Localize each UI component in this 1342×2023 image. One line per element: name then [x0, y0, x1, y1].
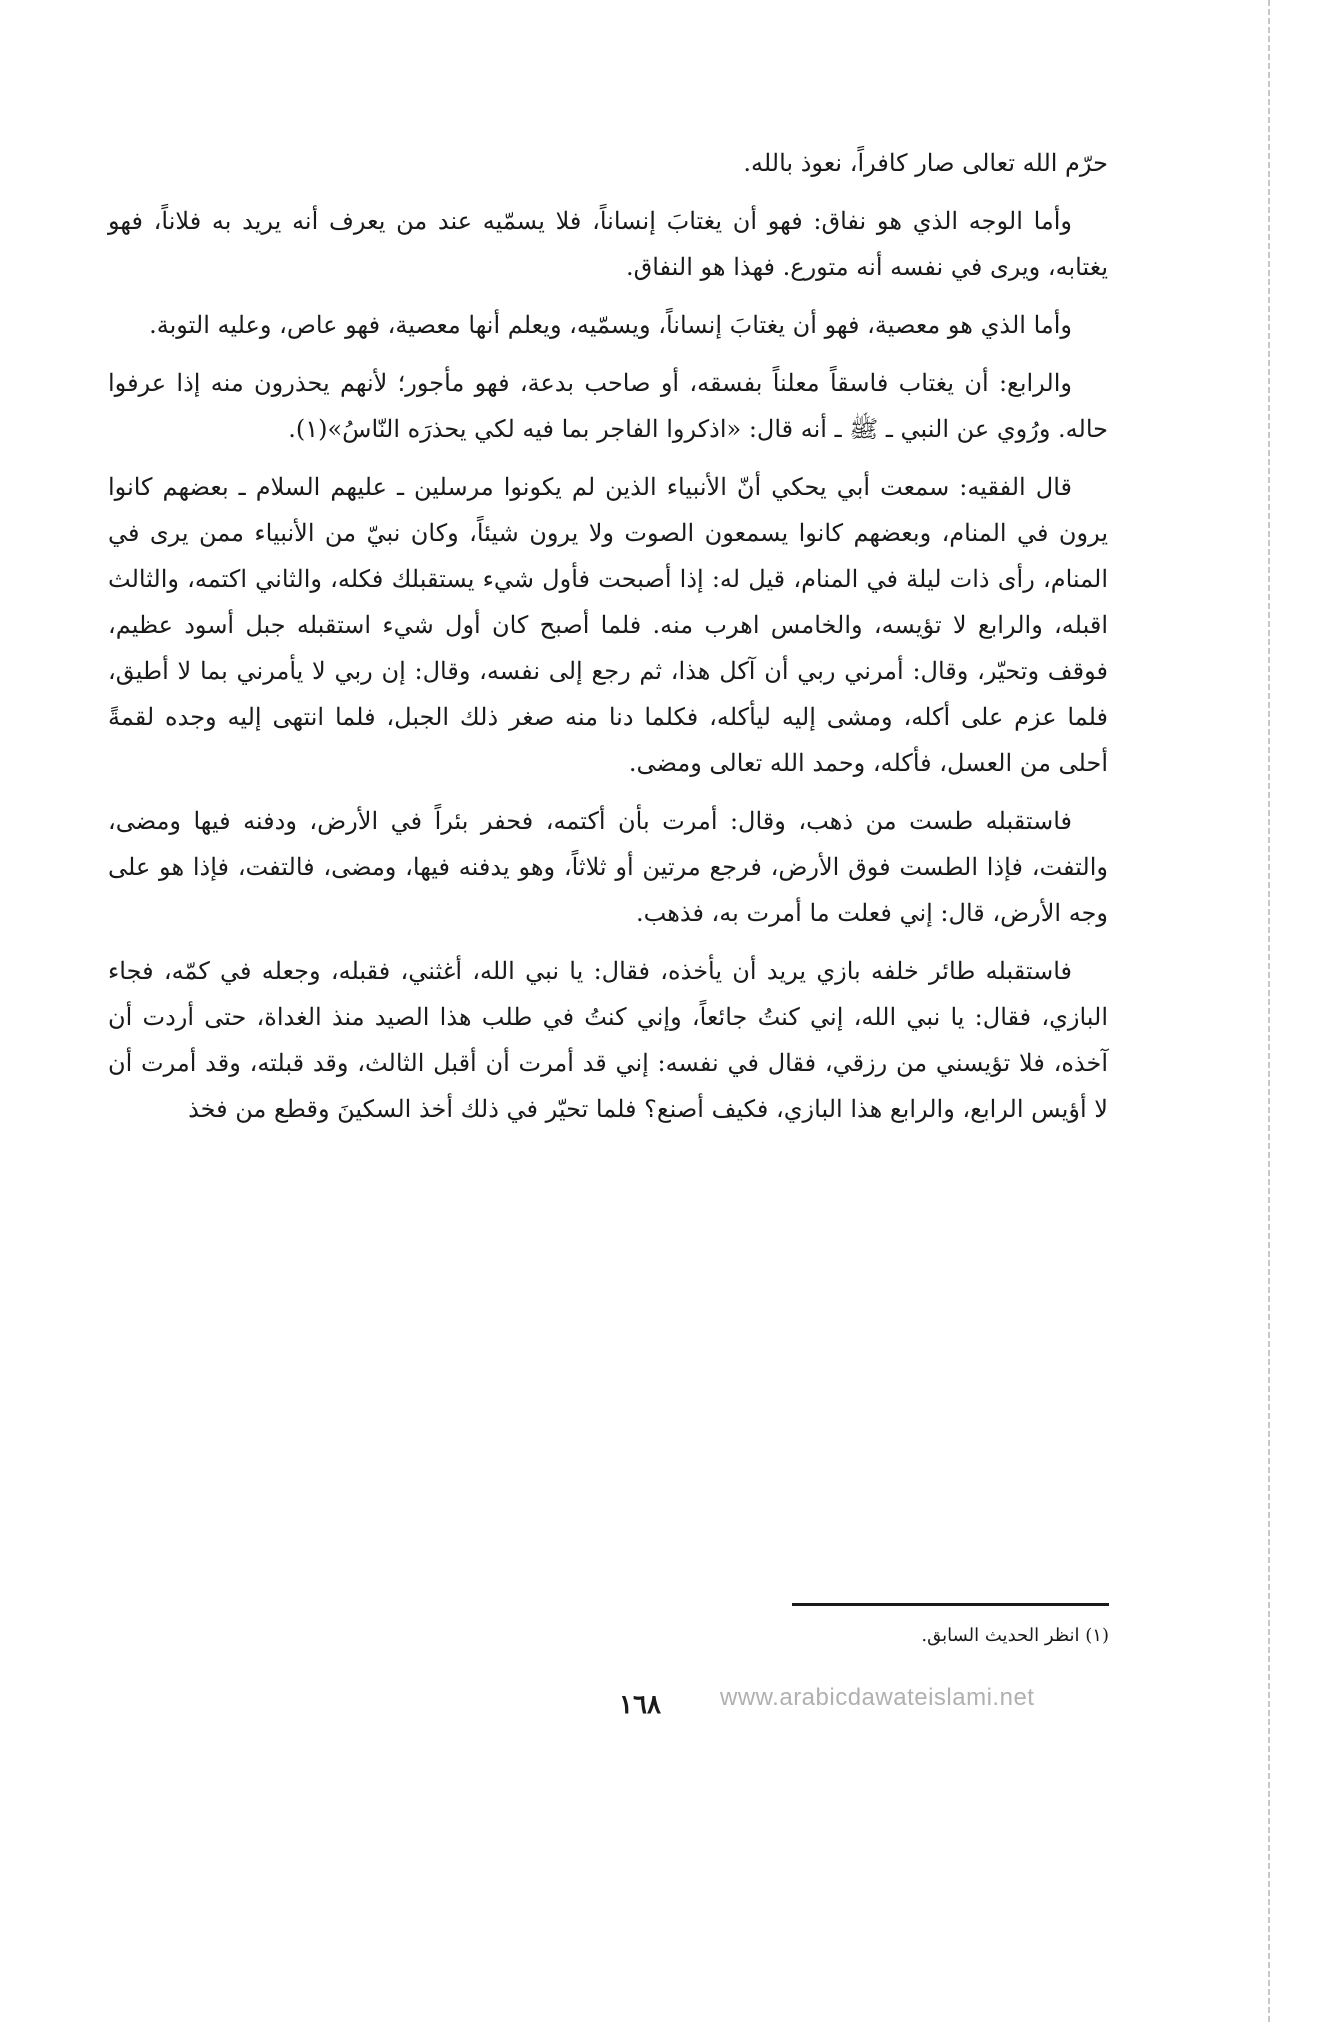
page-number: ١٦٨: [619, 1690, 661, 1720]
footnote: (١) انظر الحديث السابق.: [921, 1625, 1109, 1646]
paragraph-4: والرابع: أن يغتاب فاسقاً معلناً بفسقه، أو صاحب بدعة، فهو مأجور؛ لأنهم يحذرون منه إذا عرفوا حاله. ورُوي عن النبي ـ ﷺ ـ أنه قال: «اذكروا الفاجر بما فيه لكي يحذرَه النّاسُ»(١).: [108, 369, 1108, 443]
footnote-separator: [792, 1603, 1109, 1606]
main-text: [108, 140, 1108, 1144]
paragraph-3: وأما الذي هو معصية، فهو أن يغتابَ إنساناً، ويسمّيه، ويعلم أنها معصية، فهو عاص، وعليه التوبة.: [149, 311, 1072, 339]
paragraph-7: فاستقبله طائر خلفه بازي يريد أن يأخذه، فقال: يا نبي الله، أغثني، فقبله، وجعله في كمّه، فجاء البازي، فقال: يا نبي الله، إني كنتُ جائعاً، وإني كنتُ في طلب هذا الصيد منذ الغداة، حتى أردت أن آخذه، فلا تؤيسني من رزقي، فقال في نفسه: إني قد أمرت أن أقبل الثالث، وقد قبلته، وقد أمرت أن لا أؤيس الرابع، والرابع هذا البازي، فكيف أصنع؟ فلما تحيّر في ذلك أخذ السكينَ وقطع من فخذ: [108, 957, 1109, 1123]
paragraph-5: قال الفقيه: سمعت أبي يحكي أنّ الأنبياء الذين لم يكونوا مرسلين ـ عليهم السلام ـ بعضهم كانوا يرون في المنام، وبعضهم كانوا يسمعون الصوت ولا يرون شيئاً، وكان نبيّ من الأنبياء ممن يرى في المنام، رأى ذات ليلة في المنام، قيل له: إذا أصبحت فأول شيء يستقبلك فكله، والثاني اكتمه، والثالث اقبله، والرابع لا تؤيسه، والخامس اهرب منه. فلما أصبح كان أول شيء استقبله جبل أسود عظيم، فوقف وتحيّر، وقال: أمرني ربي أن آكل هذا، ثم رجع إلى نفسه، وقال: إن ربي لا يأمرني بما لا أطيق، فلما عزم على أكله، ومشى إليه ليأكله، فكلما دنا منه صغر ذلك الجبل، فلما انتهى إليه وجده لقمةً أحلى من العسل، فأكله، وحمد الله تعالى ومضى.: [108, 473, 1108, 777]
paragraph-6: فاستقبله طست من ذهب، وقال: أمرت بأن أكتمه، فحفر بئراً في الأرض، ودفنه فيها ومضى، والتفت، فإذا الطست فوق الأرض، فرجع مرتين أو ثلاثاً، وهو يدفنه فيها، ومضى، فالتفت، فإذا هو على وجه الأرض، قال: إني فعلت ما أمرت به، فذهب.: [108, 807, 1108, 927]
watermark-url: www.arabicdawateislami.net: [720, 1684, 1035, 1711]
scan-edge-line: [1268, 0, 1270, 2023]
paragraph-1: حرّم الله تعالى صار كافراً، نعوذ بالله.: [743, 149, 1108, 177]
paragraph-2: وأما الوجه الذي هو نفاق: فهو أن يغتابَ إنساناً، فلا يسمّيه عند من يعرف أنه يريد به فلاناً، فهو يغتابه، ويرى في نفسه أنه متورع. فهذا هو النفاق.: [108, 207, 1108, 281]
